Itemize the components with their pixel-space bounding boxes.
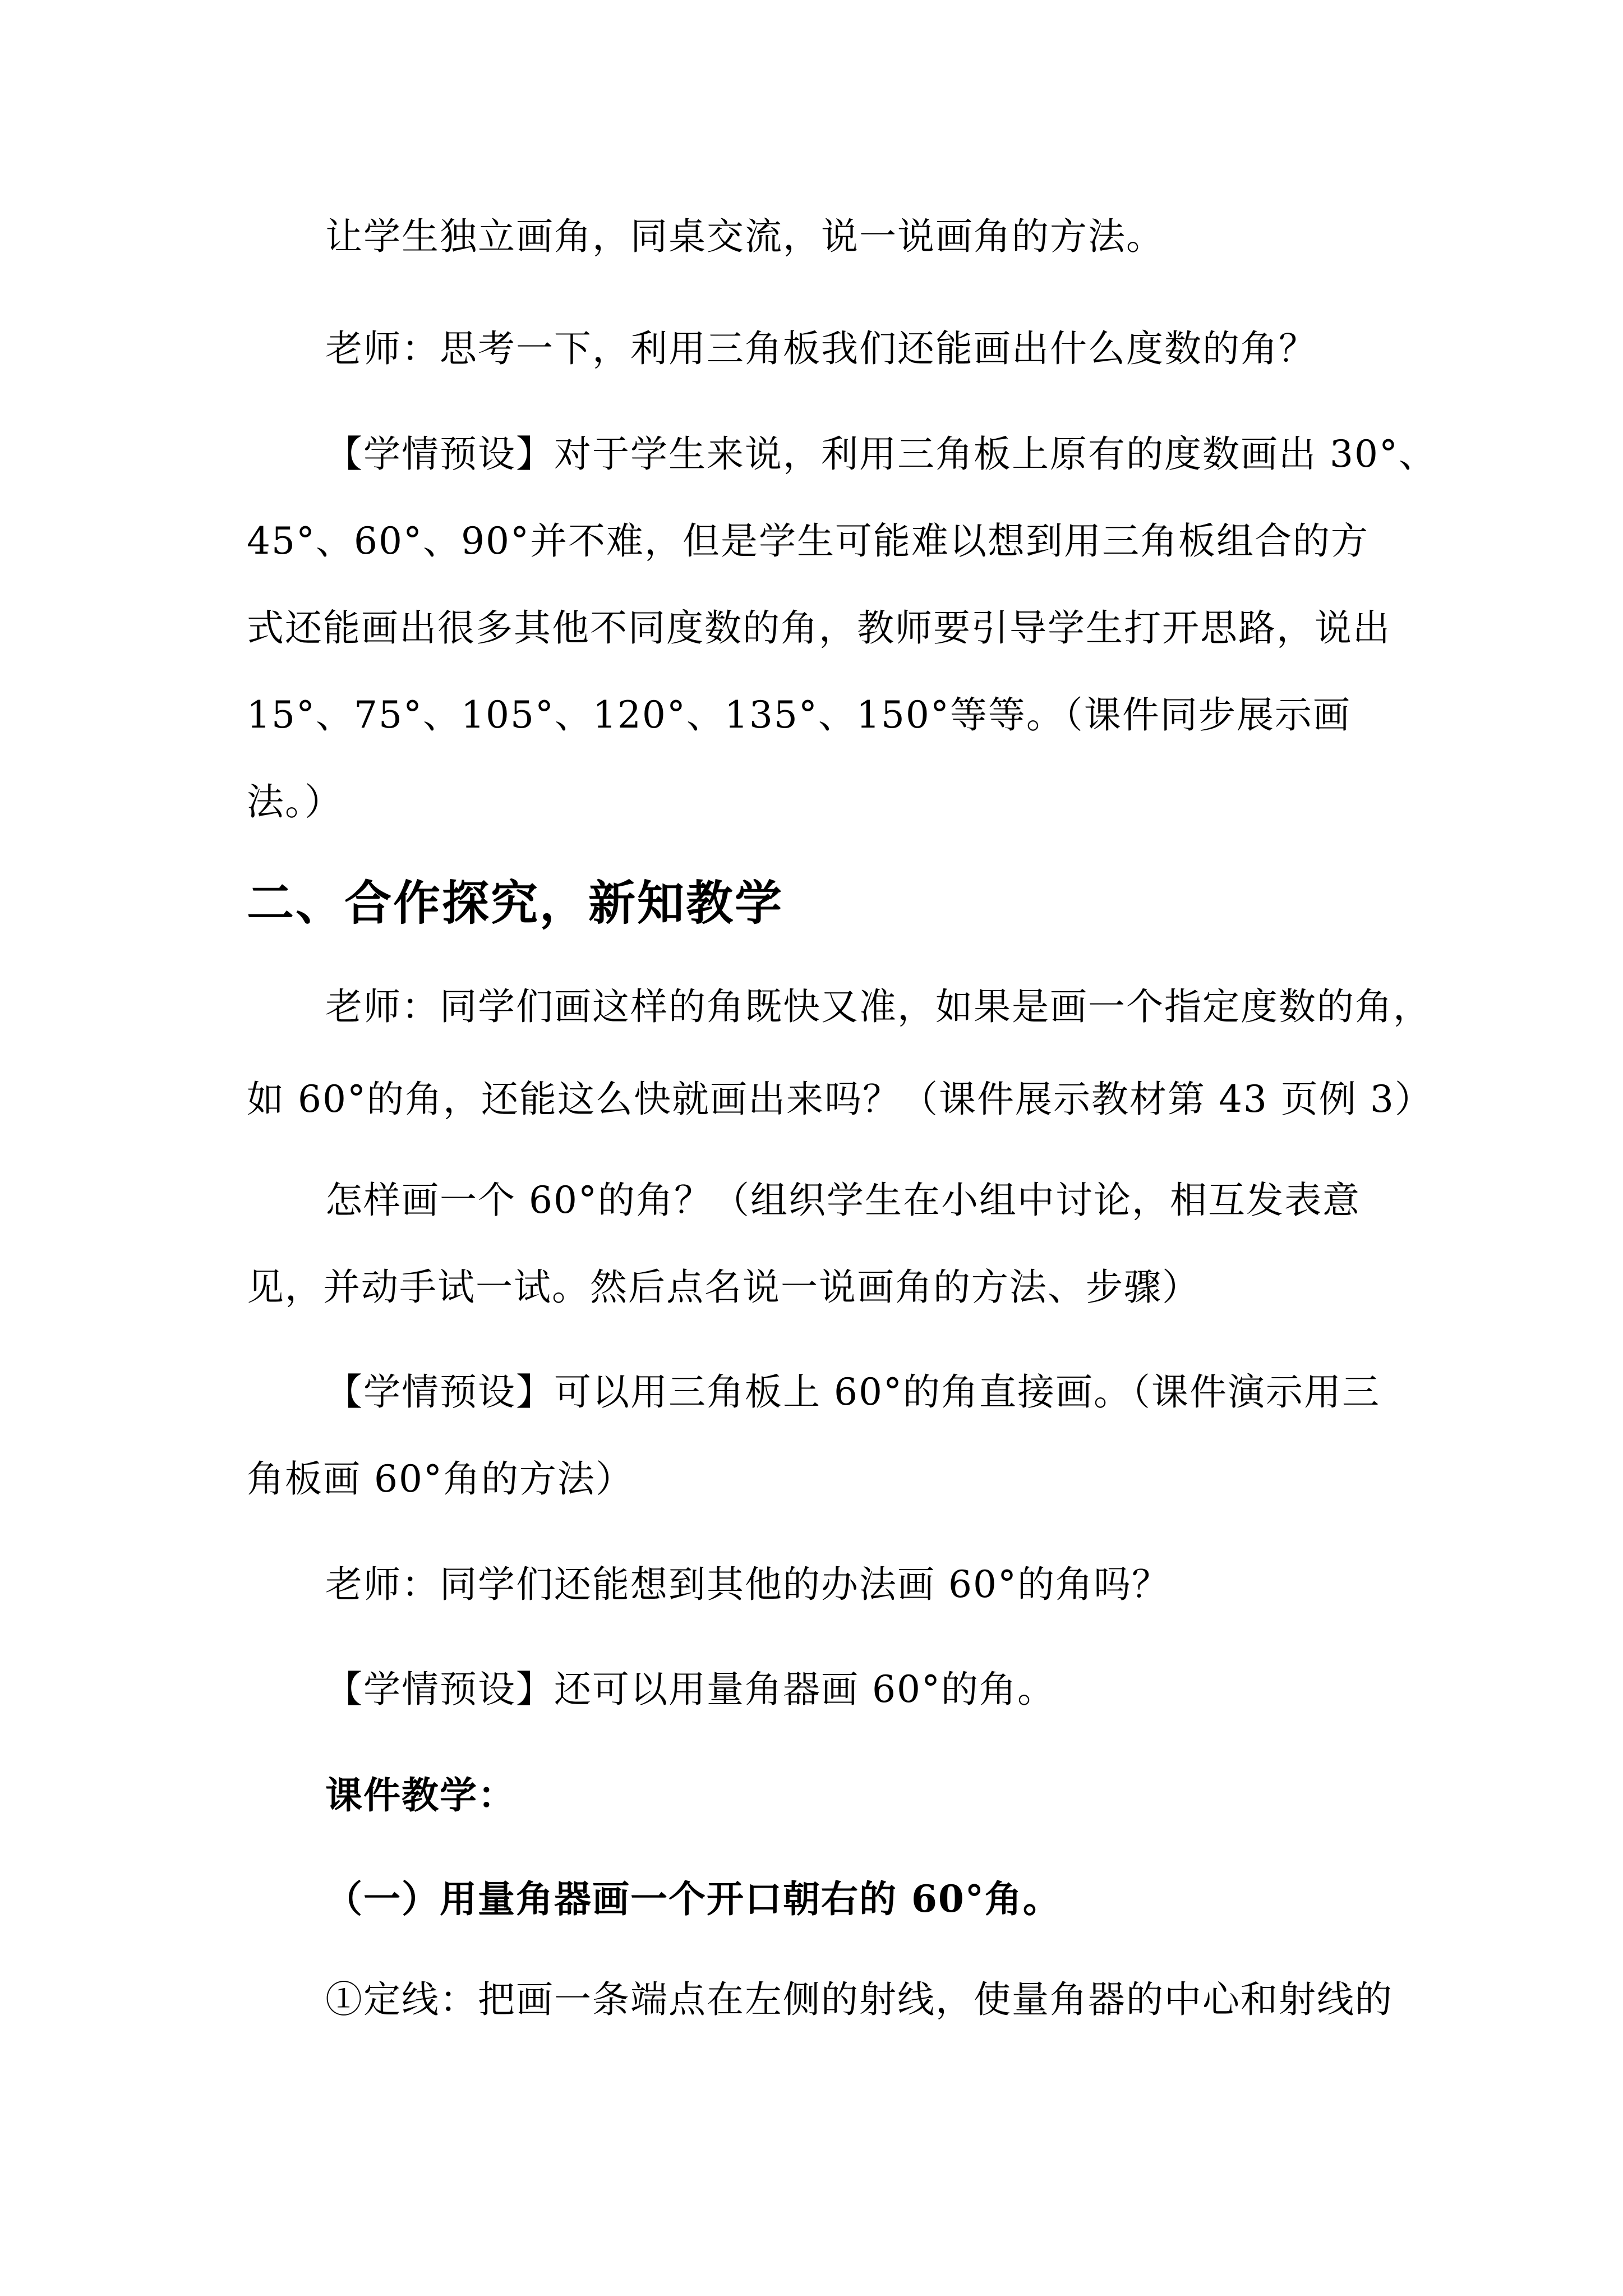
paragraph-7: 老师：同学们还能想到其他的办法画 60°的角吗？ [325,1563,1170,1606]
paragraph-4-line-2: 如 60°的角，还能这么快就画出来吗？（课件展示教材第 43 页例 3） [247,1078,1433,1121]
paragraph-3-line-2: 45°、60°、90°并不难，但是学生可能难以想到用三角板组合的方 [247,519,1369,563]
paragraph-2: 老师：思考一下，利用三角板我们还能画出什么度数的角？ [325,327,1317,370]
paragraph-6-line-2: 角板画 60°角的方法） [247,1457,634,1501]
paragraph-4-line-1: 老师：同学们画这样的角既快又准，如果是画一个指定度数的角， [325,985,1431,1028]
subsection-heading: （一）用量角器画一个开口朝右的 60°角。 [325,1877,1061,1921]
section-heading: 二、合作探究，新知教学 [247,875,784,931]
paragraph-3-line-3: 式还能画出很多其他不同度数的角，教师要引导学生打开思路，说出 [247,606,1391,650]
step-1-text: ①定线：把画一条端点在左侧的射线，使量角器的中心和射线的 [325,1978,1393,2021]
paragraph-3-line-1: 【学情预设】对于学生来说，利用三角板上原有的度数画出 30°、 [325,432,1437,476]
paragraph-1: 让学生独立画角，同桌交流，说一说画角的方法。 [325,215,1164,258]
paragraph-5-line-2: 见，并动手试一试。然后点名说一说画角的方法、步骤） [247,1266,1200,1309]
paragraph-6-line-1: 【学情预设】可以用三角板上 60°的角直接画。（课件演示用三 [325,1370,1380,1414]
courseware-label: 课件教学： [325,1773,516,1817]
paragraph-8: 【学情预设】还可以用量角器画 60°的角。 [325,1668,1055,1711]
paragraph-3-line-4: 15°、75°、105°、120°、135°、150°等等。（课件同步展示画 [247,693,1351,737]
paragraph-3-line-5: 法。） [247,780,343,823]
paragraph-5-line-1: 怎样画一个 60°的角？（组织学生在小组中讨论，相互发表意 [325,1179,1361,1222]
